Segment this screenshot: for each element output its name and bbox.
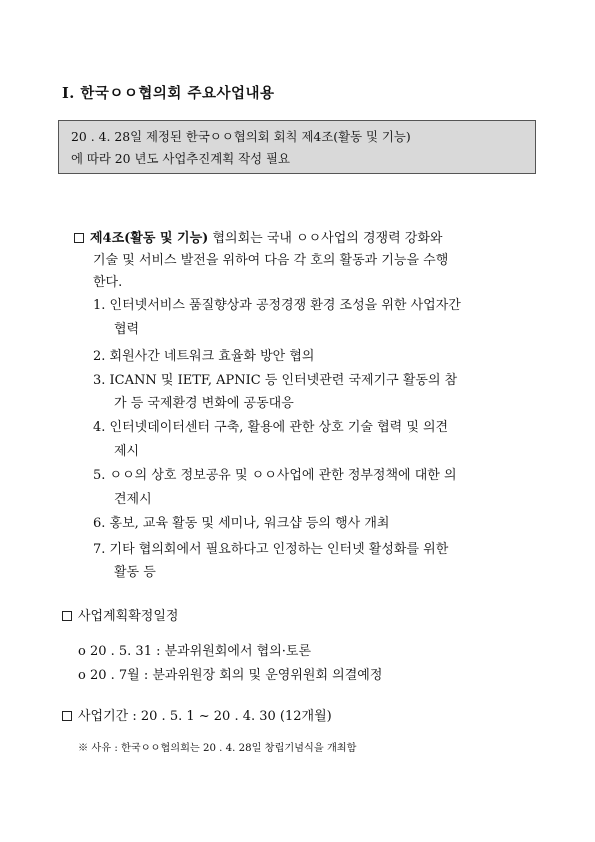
- schedule-item: o 20 . 5. 31 : 분과위원회에서 협의·토론: [78, 644, 312, 659]
- list-item-continuation: 견제시: [114, 492, 152, 507]
- list-item: 2. 회원사간 네트워크 효율화 방안 협의: [93, 349, 315, 364]
- list-item: 7. 기타 협의회에서 필요하다고 인정하는 인터넷 활성화를 위한: [93, 542, 449, 557]
- summary-line-1: 20 . 4. 28일 제정된 한국ㅇㅇ협의회 회칙 제4조(활동 및 기능): [71, 129, 411, 144]
- article-intro-rest: 협의회는 국내 ㅇㅇ사업의 경쟁력 강화와: [212, 231, 443, 246]
- summary-box: [58, 120, 536, 174]
- checkbox-square-icon: [62, 611, 72, 621]
- list-item: 1. 인터넷서비스 품질향상과 공정경쟁 환경 조성을 위한 사업자간: [93, 298, 461, 313]
- list-item: 4. 인터넷데이터센터 구축, 활용에 관한 상호 기술 협력 및 의견: [93, 420, 449, 435]
- period-row: [62, 705, 332, 724]
- list-item-continuation: 제시: [114, 444, 140, 459]
- article-intro-line-2: 기술 및 서비스 발전을 위하여 다음 각 호의 활동과 기능을 수행: [93, 253, 449, 268]
- article-intro-line-3: 한다.: [93, 275, 123, 290]
- page-title: Ⅰ. 한국ㅇㅇ협의회 주요사업내용: [62, 85, 275, 102]
- article-intro-line-1: [74, 227, 442, 246]
- article-heading: 제4조(활동 및 기능): [90, 231, 209, 246]
- checkbox-square-icon: [62, 711, 72, 721]
- list-item-continuation: 활동 등: [114, 565, 156, 580]
- list-item: 3. ICANN 및 IETF, APNIC 등 인터넷관련 국제기구 활동의 참: [93, 373, 458, 388]
- list-item: 5. ㅇㅇ의 상호 정보공유 및 ㅇㅇ사업에 관한 정부정책에 대한 의: [93, 468, 457, 483]
- schedule-heading-row: [62, 605, 178, 624]
- checkbox-square-icon: [74, 233, 84, 243]
- list-item-continuation: 협력: [114, 322, 140, 337]
- schedule-heading: 사업계획확정일정: [78, 609, 179, 624]
- footnote: ※ 사유 : 한국ㅇㅇ협의회는 20 . 4. 28일 창립기념식을 개최함: [78, 743, 357, 754]
- period-text: 사업기간 : 20 . 5. 1 ~ 20 . 4. 30 (12개월): [78, 709, 332, 724]
- summary-line-2: 에 따라 20 년도 사업추진계획 작성 필요: [71, 151, 290, 166]
- list-item: 6. 홍보, 교육 활동 및 세미나, 워크샵 등의 행사 개최: [93, 516, 390, 531]
- schedule-item: o 20 . 7월 : 분과위원장 회의 및 운영위원회 의결예정: [78, 668, 383, 683]
- list-item-continuation: 가 등 국제환경 변화에 공동대응: [114, 396, 294, 411]
